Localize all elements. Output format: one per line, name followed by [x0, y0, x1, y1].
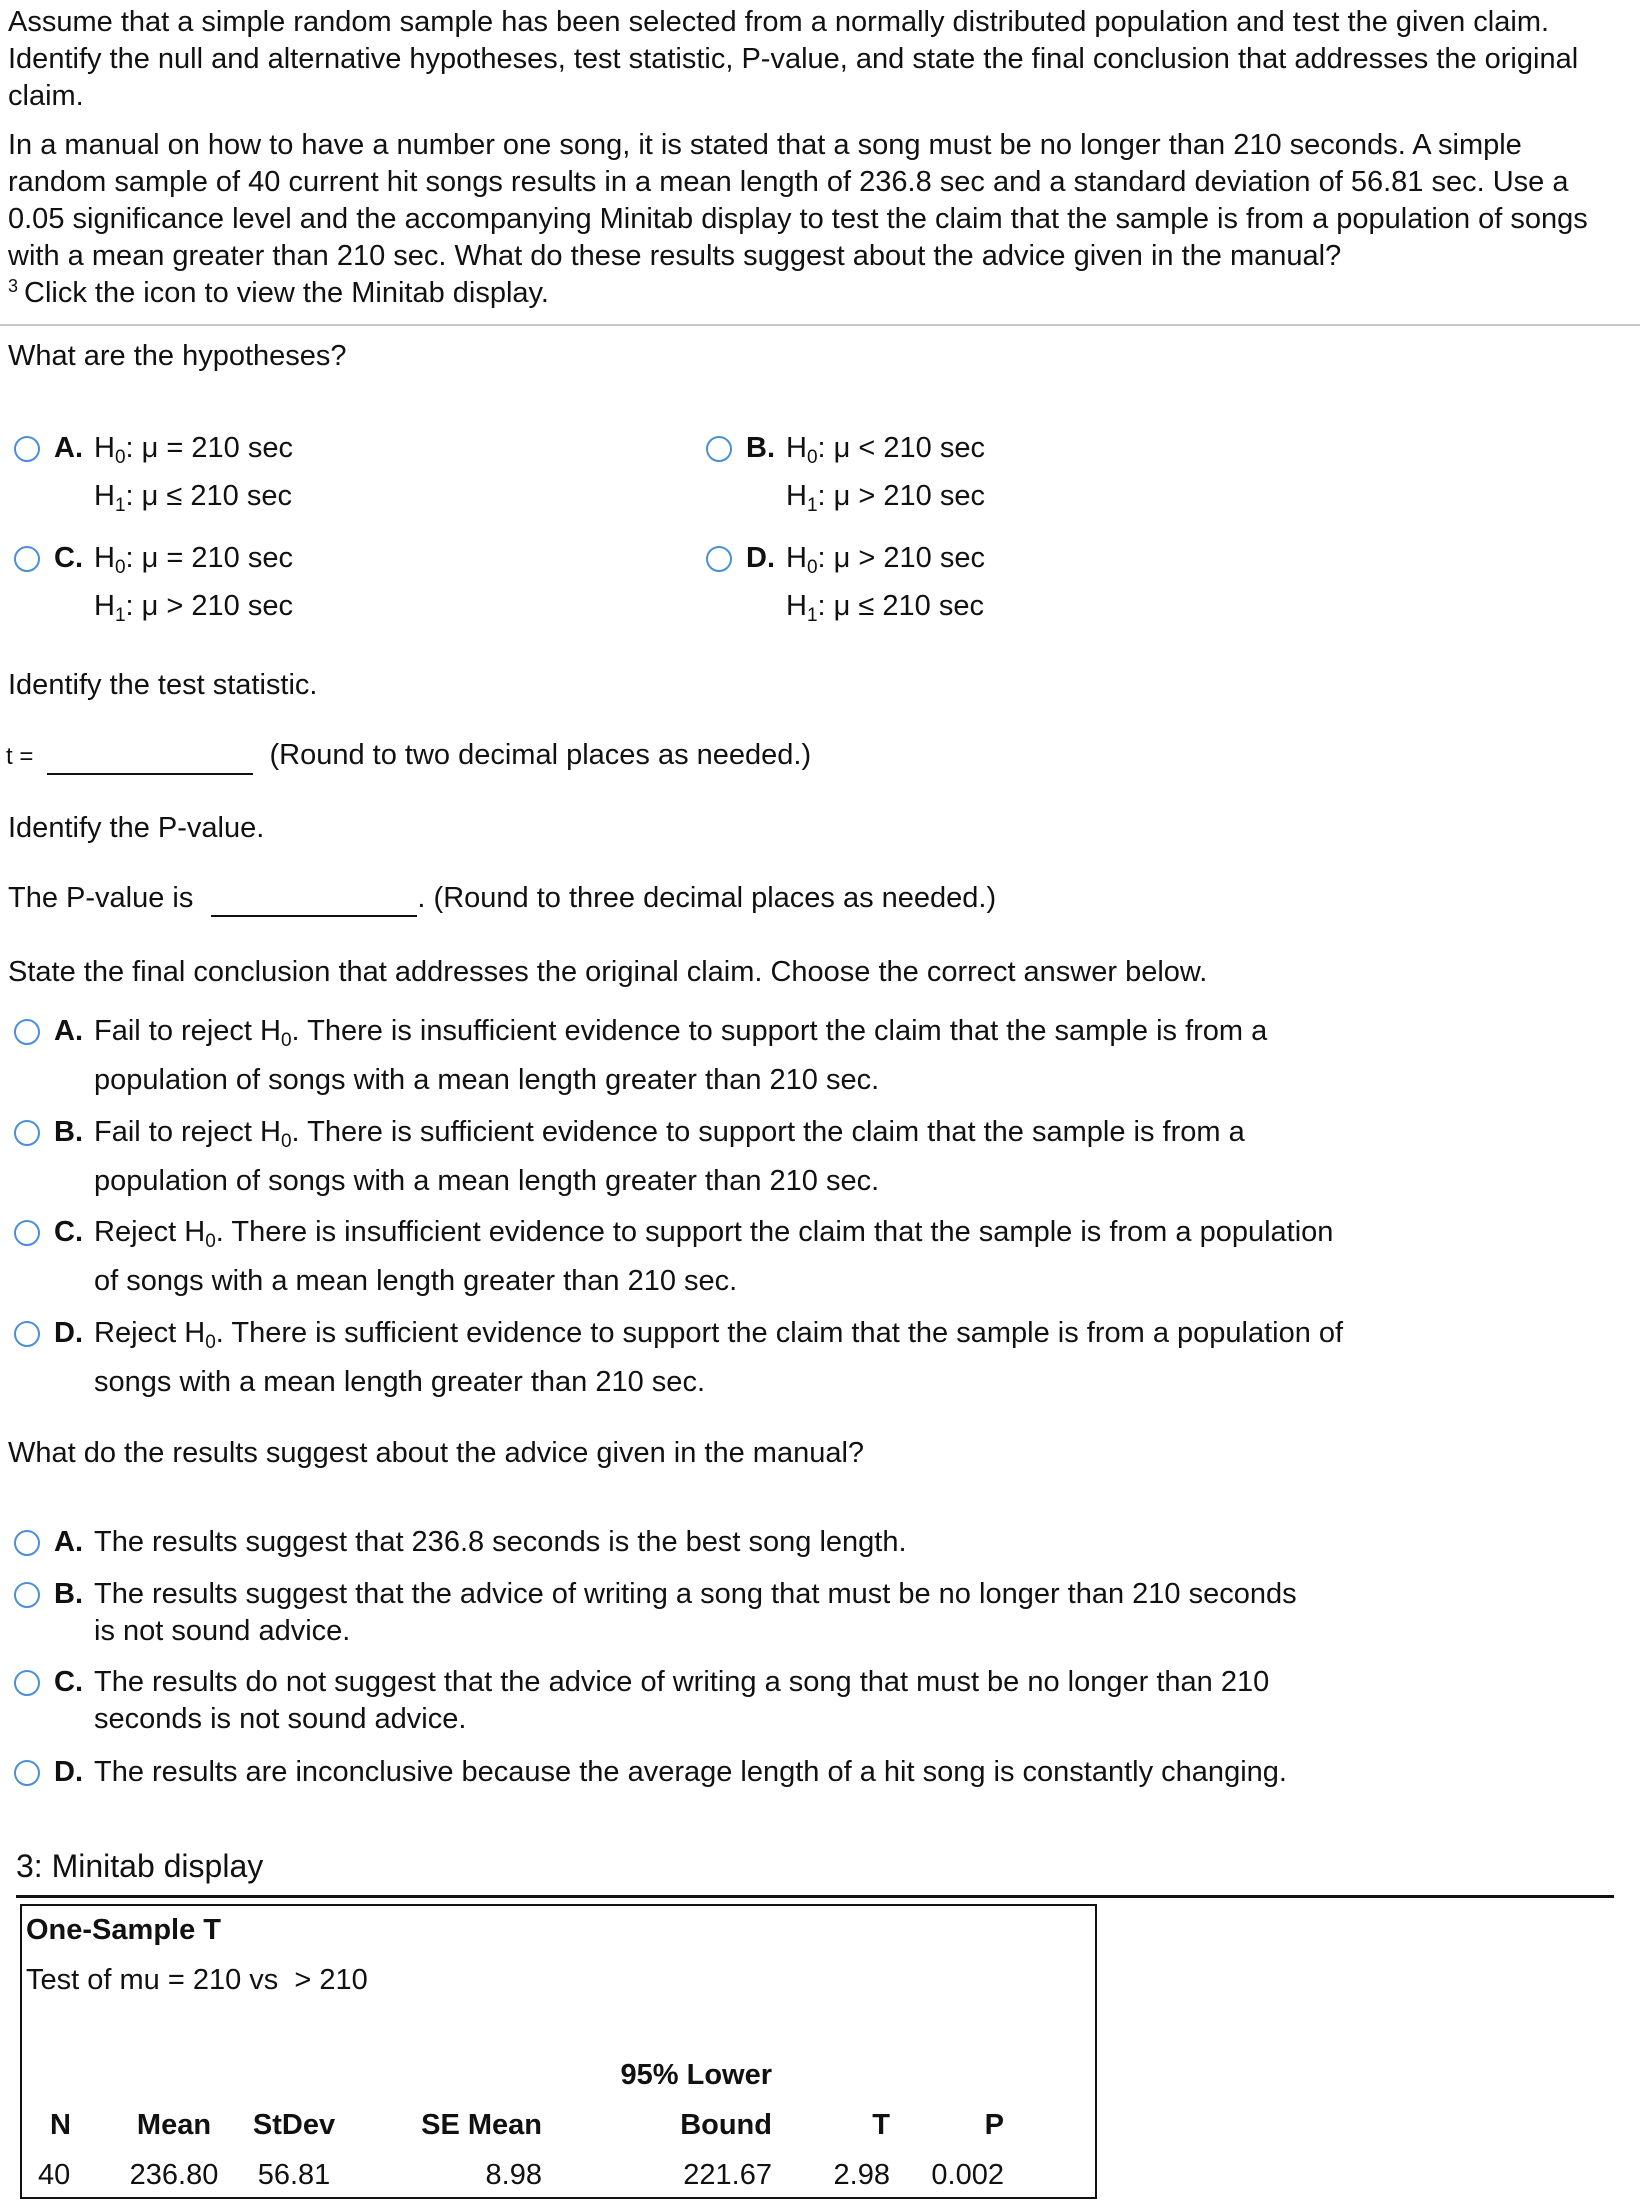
h1-text: μ > 210 sec	[141, 590, 293, 622]
radio-button[interactable]	[14, 1530, 40, 1556]
cell-se-mean: 8.98	[485, 2158, 542, 2191]
cell-bound: 221.67	[683, 2158, 772, 2191]
bound-header-line1: 95% Lower	[620, 2058, 772, 2091]
radio-button[interactable]	[14, 1220, 40, 1246]
option-letter: A.	[54, 1015, 83, 1047]
q4-option-b[interactable]	[14, 1108, 1354, 1206]
minitab-title: 3: Minitab display	[16, 1848, 264, 1884]
q5-option-a[interactable]	[14, 1524, 1344, 1561]
p-value-row	[8, 880, 996, 917]
q5-option-b[interactable]	[14, 1576, 1324, 1650]
q5-option-d[interactable]	[14, 1754, 1394, 1791]
h1-text: μ > 210 sec	[833, 480, 985, 512]
minitab-divider	[16, 1895, 1614, 1898]
q4-option-a[interactable]	[14, 1007, 1354, 1105]
h1-text: μ ≤ 210 sec	[833, 590, 984, 622]
h0-text: μ = 210 sec	[141, 542, 293, 574]
minitab-test-line: Test of mu = 210 vs > 210	[26, 1964, 368, 1996]
minitab-heading: One-Sample T	[26, 1914, 221, 1946]
cell-p: 0.002	[931, 2158, 1004, 2191]
h0-text: μ > 210 sec	[833, 542, 985, 574]
q4-option-c[interactable]	[14, 1208, 1354, 1306]
col-header-n: N	[50, 2108, 71, 2141]
divider	[0, 324, 1640, 326]
q1-prompt: What are the hypotheses?	[8, 340, 347, 372]
q2-prompt: Identify the test statistic.	[8, 669, 318, 701]
option-text: Reject $H_0$. There is sufficient evidence to support the claim that the sample is from a population of songs with a mean length greater than 210 sec.	[94, 1317, 1344, 1398]
minitab-link-text[interactable]: Click the icon to view the Minitab display.	[24, 277, 549, 309]
radio-button[interactable]	[706, 546, 732, 572]
option-text: Fail to reject $H_0$. There is insufficient evidence to support the claim that the sample is from a population of songs with a mean length greater than 210 sec.	[94, 1015, 1268, 1096]
minitab-table	[24, 2050, 1008, 2200]
option-text: The results suggest that the advice of writing a song that must be no longer than 210 seconds is not sound advice.	[94, 1578, 1297, 1647]
col-header-stdev: StDev	[252, 2108, 336, 2141]
option-text: Reject $H_0$. There is insufficient evidence to support the claim that the sample is from a population of songs with a mean length greater than 210 sec.	[94, 1216, 1334, 1297]
radio-button[interactable]	[14, 1019, 40, 1045]
option-letter: B.	[746, 432, 775, 464]
h0-text: μ < 210 sec	[833, 432, 985, 464]
t-label: t =	[6, 743, 34, 770]
option-letter: A.	[54, 1526, 83, 1558]
hypotheses-text: $H_0$: μ < 210 sec $H_1$: μ > 210 sec	[786, 432, 985, 516]
q4-option-d[interactable]	[14, 1309, 1354, 1407]
option-letter: C.	[54, 542, 83, 574]
hypotheses-text: $H_0$: μ = 210 sec $H_1$: μ > 210 sec	[94, 542, 293, 626]
option-letter: B.	[54, 1578, 83, 1610]
cell-t: 2.98	[833, 2158, 890, 2191]
q5-option-c[interactable]	[14, 1664, 1324, 1738]
col-header-p: P	[984, 2108, 1004, 2141]
radio-button[interactable]	[14, 546, 40, 572]
table-header-row	[24, 2100, 1008, 2150]
col-header-mean: Mean	[136, 2108, 212, 2141]
cell-n: 40	[38, 2158, 71, 2191]
q1-option-a[interactable]	[14, 424, 293, 520]
radio-button[interactable]	[14, 1670, 40, 1696]
hypotheses-text: $H_0$: μ > 210 sec $H_1$: μ ≤ 210 sec	[786, 542, 985, 626]
cell-mean: 236.80	[129, 2158, 219, 2191]
radio-button[interactable]	[14, 1760, 40, 1786]
cell-stdev: 56.81	[257, 2158, 331, 2191]
q1-option-b[interactable]	[706, 424, 985, 520]
option-text: The results are inconclusive because the average length of a hit song is constantly changing.	[94, 1756, 1287, 1788]
option-text: The results suggest that 236.8 seconds is the best song length.	[94, 1526, 907, 1558]
table-row	[24, 2150, 1008, 2200]
option-letter: D.	[54, 1756, 83, 1788]
instructions-text: Assume that a simple random sample has been selected from a normally distributed population and test the given claim. Identify the null and alternative hypotheses, test statistic, P-value, and state the final conclusion that addresses the original claim.	[8, 6, 1579, 112]
h1-text: μ ≤ 210 sec	[141, 480, 292, 512]
col-header-t: T	[872, 2108, 890, 2141]
radio-button[interactable]	[14, 436, 40, 462]
option-letter: C.	[54, 1216, 83, 1248]
q3-prompt: Identify the P-value.	[8, 812, 265, 844]
radio-button[interactable]	[14, 1582, 40, 1608]
radio-button[interactable]	[14, 1321, 40, 1347]
footnote-number: 3	[8, 276, 19, 296]
radio-button[interactable]	[14, 1120, 40, 1146]
radio-button[interactable]	[706, 436, 732, 462]
q1-option-d[interactable]	[706, 534, 985, 630]
minitab-link[interactable]	[8, 275, 1628, 312]
p-value-label: The P-value is	[8, 882, 194, 914]
option-text: Fail to reject $H_0$. There is sufficient evidence to support the claim that the sample is from a population of songs with a mean length greater than 210 sec.	[94, 1116, 1245, 1197]
q4-prompt: State the final conclusion that addresses the original claim. Choose the correct answer below.	[8, 956, 1208, 988]
option-text: The results do not suggest that the advice of writing a song that must be no longer than 210 seconds is not sound advice.	[94, 1666, 1270, 1735]
problem-statement	[8, 4, 1628, 312]
p-round-hint: . (Round to three decimal places as needed.)	[417, 882, 997, 914]
option-letter: C.	[54, 1666, 83, 1698]
option-letter: D.	[54, 1317, 83, 1349]
col-header-se-mean: SE Mean	[421, 2108, 542, 2141]
h0-text: μ = 210 sec	[141, 432, 293, 464]
t-statistic-row	[6, 737, 811, 775]
option-letter: D.	[746, 542, 775, 574]
t-statistic-input[interactable]	[47, 739, 253, 775]
scenario-text: In a manual on how to have a number one song, it is stated that a song must be no longer than 210 seconds. A simple random sample of 40 current hit songs results in a mean length of 236.8 sec and a standard deviation of 56.81 sec. Use a 0.05 significance level and the accompanying Minitab display to test the claim that the sample is from a population of songs with a mean greater than 210 sec. What do these results suggest about the advice given in the manual?	[8, 129, 1588, 272]
hypotheses-text: $H_0$: μ = 210 sec $H_1$: μ ≤ 210 sec	[94, 432, 293, 516]
q5-prompt: What do the results suggest about the advice given in the manual?	[8, 1437, 865, 1469]
option-letter: A.	[54, 432, 83, 464]
option-letter: B.	[54, 1116, 83, 1148]
p-value-input[interactable]	[211, 881, 417, 917]
t-round-hint: (Round to two decimal places as needed.)	[269, 739, 812, 771]
q1-option-c[interactable]	[14, 534, 293, 630]
col-header-bound: Bound	[680, 2108, 772, 2141]
